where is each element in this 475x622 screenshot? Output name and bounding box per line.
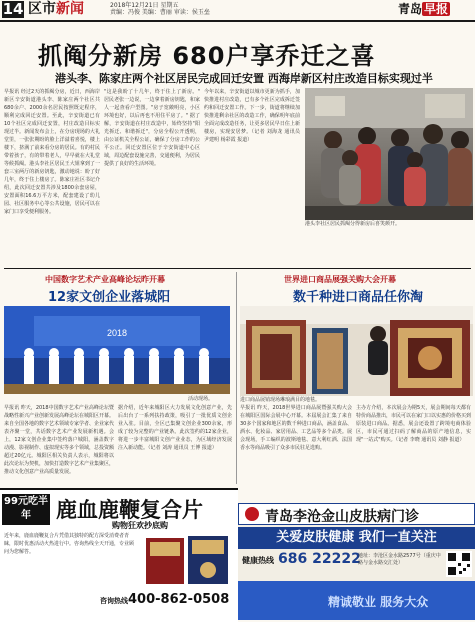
product-box-icon (142, 532, 232, 588)
article1-photo-caption: 港头李社区居民抓阄分得新房后喜笑颜开。 (305, 221, 401, 227)
ad-body: 近年来，鹿血鹿鞭复合片凭借其独特的配方深受消费者青睐，限时优惠活动火热进行中。咨询热线全天开通，专业顾问为您解答。 (4, 533, 135, 555)
section-title-b: 新闻 (56, 1, 84, 17)
clinic-address: 地址：李沧区金水路2577号（重庆中路与金水路交汇处） (358, 553, 441, 566)
left-box-title: 12家文创企业落城阳 (48, 290, 171, 305)
clinic-brand-bar (238, 503, 475, 525)
left-box-photo-caption: 活动现场。 (188, 396, 214, 402)
ad-hotline[interactable]: 400-862-0508 (128, 592, 230, 607)
article1-col1b (104, 88, 200, 268)
clinic-footer-band (238, 581, 475, 620)
date-line-2: 责编：冯俊 美编：曹丽 审读：侯玉垒 (110, 9, 210, 16)
date-line (110, 2, 270, 16)
page-subhead: 港头李、陈家庄两个社区居民完成回迁安置 西海岸新区村庄改造目标实现过半 (55, 72, 433, 85)
logo-text-a: 青岛 (397, 2, 422, 16)
clinic-hotline-label: 健康热线 (242, 556, 274, 565)
right-box-photo (240, 306, 473, 396)
left-box-kicker: 中国数字艺术产业高峰论坛昨开幕 (45, 275, 165, 284)
article1-col1: 早报讯 经过2天的抓阄分房，近日，西海岸新区辛安街道港头李、陈家庄两个社区共680余户、2000余名居民按照既定程序，顺利完成回迁安置。至此，辛安街道已有10个社区完成回迁安置，村庄改造目标实现过半。新闻发布会上，在分房现场的大礼堂里，一张张期盼的脸上洋溢着喜悦，楼上楼下，挤满了前来看分房的居民。有的村民带着孩子，有的带着老人，早早就在大礼堂等候抓阄。港头李社区居民王大姐拿到了一套三室两厅的新房钥匙，激动地说：盼了好几年，终于住上楼房了。陈家庄社区书记介绍，此次回迁安置共涉及1800余套房屋，安置面积16.6万平方米，配套建设了幼儿园、社区服务中心等公共设施，居民可以在家门口享受便利服务。 (4, 89, 100, 215)
clinic-slogan: 关爱皮肤健康 我们一直关注 (238, 527, 475, 549)
ad-skin-clinic (238, 503, 475, 620)
right-box-col1: 早报讯 昨天，2018世界进口商品展暨强关购大会在城阳区国际会展中心开幕。本届展会汇集了来自30多个国家和地区的数千种进口商品，涵盖食品、酒水、化妆品、家居用品、工艺品等多个品类。展会现场，手工编织的波斯地毯、意大利红酒、法国香水等商品吸引了众多市民驻足选购。 (240, 405, 352, 451)
clinic-logo-icon (245, 507, 259, 521)
crowd-photo-illustration (305, 88, 473, 220)
newspaper-logo (395, 2, 453, 17)
logo-text-b: 早报 (423, 2, 448, 16)
right-box-title: 数千种进口商品任你淘 (293, 290, 424, 305)
qr-code-icon (446, 551, 472, 577)
left-box-photo (4, 306, 230, 394)
ad-price-badge: 99元吃半年 (2, 494, 50, 525)
section-title-a: 区市 (28, 1, 56, 17)
svg-text:2018: 2018 (106, 328, 128, 338)
date-line-1: 2018年12月21日 星期五 (110, 2, 179, 9)
article1-photo (305, 88, 473, 220)
clinic-hotline[interactable]: 686 22222 (278, 551, 361, 567)
left-box-col2: 据介绍，近年来城阳区大力发展文化创意产业，先后出台了一系列扶持政策，吸引了一批优质文创企业入驻。目前，全区已集聚文创企业300余家，形成了较为完整的产业链条。此次签约的12家企业，将进一步丰富城阳文创产业业态，为区域经济发展注入新动能。（记者 刘涛 通讯员 王博 报道） (118, 405, 232, 451)
forum-stage-illustration (4, 306, 230, 394)
ad-tagline: 购物狂欢抄底购 (112, 521, 168, 530)
page-header (0, 0, 475, 22)
section-divider (4, 268, 471, 269)
page-number: 14 (2, 0, 24, 18)
ad-brand: 鹿血鹿鞭复合片 (56, 498, 203, 522)
page-headline: 抓阄分新房 680户享乔迁之喜 (38, 42, 376, 70)
section-title (28, 1, 84, 18)
ad-deer-product (0, 488, 238, 622)
clinic-brand: 青岛李沧金山皮肤病门诊 (265, 509, 419, 525)
article1-col2: 今年以来，辛安街道以城市更新为抓手，加快推进村庄改造，已有多个社区完成拆迁签约和回迁安置工作。下一步，街道将继续加快推进剩余社区的改造工作，确保明年底前全面完成改造任务，让更多居民早日住上新楼房，实现安居梦。（记者 刘海龙 通讯员 尹建明 杨彩霞 报道） (204, 89, 300, 143)
ad-hotline-label: 咨询热线 (100, 597, 128, 605)
right-ad-topline (240, 489, 473, 501)
right-box-col2: 主办方介绍，本次展会为期5天，展会期间每天都有特价商品推出，市民可以在家门口以实惠的价格买到原装进口商品。据悉，展会还设置了跨境电商体验区，市民可通过扫码了解商品的原产地信息，实现"一站式"购买。（记者 李晓 通讯员 刘静 报道） (356, 405, 471, 443)
article1-col1-cont: "这是我盼了十几年，终于住上了新房。" 居民老张一边说，一边拿着新房钥匙，和家人一起查看户型图。"房子宽敞明亮，小区环境也好，以后再也不用住平房了。" 据了解，辛安街道在村庄改造中，始终坚持"阳光拆迁、和谐拆迁"，分房全程公开透明，由公证机关全程公证，确保了分房工作的公平公正。回迁安置区位于辛安街道中心区域，周边配套设施完善，交通便利，为居民提供了良好的生活环境。 (104, 89, 200, 167)
column-divider (236, 272, 237, 484)
clinic-footer: 精诚敬业 服务大众 (328, 595, 429, 609)
right-box-photo-caption: 进口商品展销现场琳琅满目的地毯。 (240, 397, 321, 403)
carpet-display-illustration (240, 306, 473, 396)
left-box-col1: 早报讯 昨天，2018中国数字艺术产业高峰论坛暨战略性新兴产业创新发展高峰论坛在城阳区开幕。来自全国各地的数字艺术领域专家学者、企业家代表齐聚一堂，共话数字艺术产业发展新机遇。会上，12家文创企业集中签约落户城阳，涵盖数字动漫、影视制作、虚拟现实等多个领域，总投资额超过20亿元。城阳区相关负责人表示，城阳将以此次论坛为契机，加快打造数字艺术产业集聚区，推动文化创意产业高质量发展。 (4, 405, 114, 475)
right-box-kicker: 世界进口商品展强关购大会开幕 (284, 275, 396, 284)
